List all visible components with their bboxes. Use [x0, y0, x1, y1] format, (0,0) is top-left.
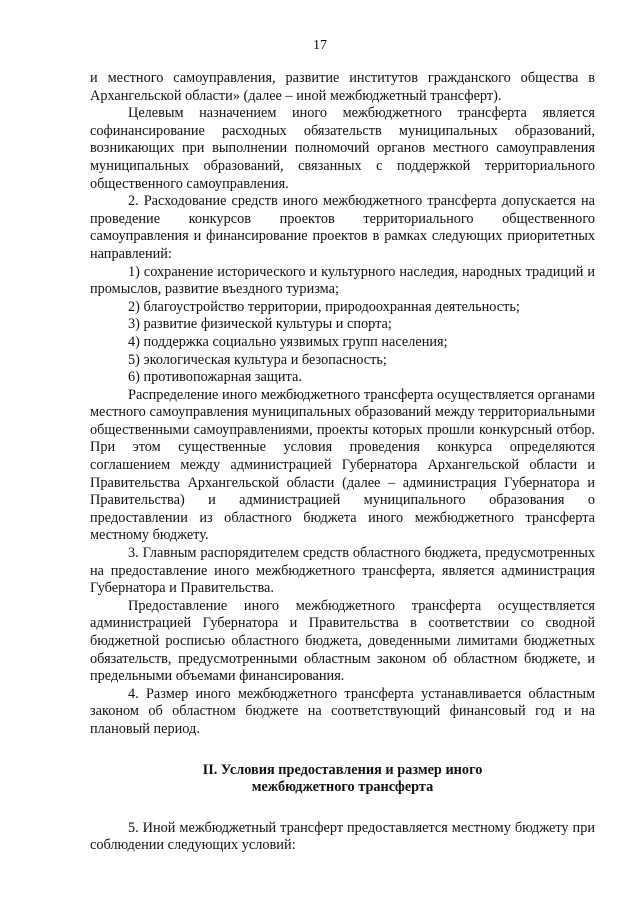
paragraph-provision: Предоставление иного межбюджетного трансферта осуществляется администрацией Губернатора и Правительства в соответствии со сводной бюджетной росписью областного бюджета, доведенными лимитами бюджетных обязательств, предусмотренными областным законом об областном бюджете, и предельными объемами финансирования.: [90, 597, 595, 685]
section-heading-line: межбюджетного трансферта: [251, 779, 434, 796]
paragraph-continuation: и местного самоуправления, развитие институтов гражданского общества в Архангельской области» (далее – иной межбюджетный трансферт).: [90, 70, 595, 104]
list-item: 6) противопожарная защита.: [128, 369, 302, 386]
list-item: 2) благоустройство территории, природоохранная деятельность;: [128, 298, 520, 315]
document-body: [90, 70, 595, 855]
section-heading: [90, 762, 595, 797]
paragraph-purpose: Целевым назначением иного межбюджетного трансферта является софинансирование расходных обязательств муниципальных образований, возникающих при выполнении полномочий органов местного самоуправления муниципальных образований, связанных с поддержкой территориального общественного самоуправления.: [90, 105, 595, 192]
paragraph-distribution: Распределение иного межбюджетного трансферта осуществляется органами местного самоуправления муниципальных образований между территориальными общественными самоуправлениями, проекты которых прошли конкурсный отбор. При этом существенные условия проведения конкурса определяются соглашением между администрацией Губернатора Архангельской области и Правительства Архангельской области (далее – администрация Губернатора и Правительства) и администрацией муниципального образования о предоставлении из областного бюджета иного межбюджетного трансферта местному бюджету.: [90, 386, 595, 544]
paragraph-item-3: 3. Главным распорядителем средств областного бюджета, предусмотренных на предоставление иного межбюджетного трансферта, является администрация Губернатора и Правительства.: [90, 545, 595, 597]
spacer: [90, 797, 595, 820]
paragraph-item-2: 2. Расходование средств иного межбюджетного трансферта допускается на проведение конкурсов проектов территориального общественного самоуправления и финансирование проектов в рамках следующих приоритетных направлений:: [90, 193, 595, 262]
list-item: 3) развитие физической культуры и спорта;: [128, 316, 392, 333]
list-item: 5) экологическая культура и безопасность;: [128, 351, 387, 368]
page-number: 17: [313, 38, 327, 53]
spacer: [90, 739, 595, 762]
paragraph-item-4: 4. Размер иного межбюджетного трансферта устанавливается областным законом об областном бюджете на соответствующий финансовый год и на плановый период.: [90, 685, 595, 737]
section-heading-line: II. Условия предоставления и размер иного: [202, 761, 483, 778]
paragraph-item-5: 5. Иной межбюджетный трансферт предоставляется местному бюджету при соблюдении следующих условий:: [90, 819, 595, 854]
priority-list: [90, 264, 595, 387]
list-item: 4) поддержка социально уязвимых групп населения;: [128, 333, 448, 350]
list-item: 1) сохранение исторического и культурного наследия, народных традиций и промыслов, развитие въездного туризма;: [90, 263, 595, 298]
